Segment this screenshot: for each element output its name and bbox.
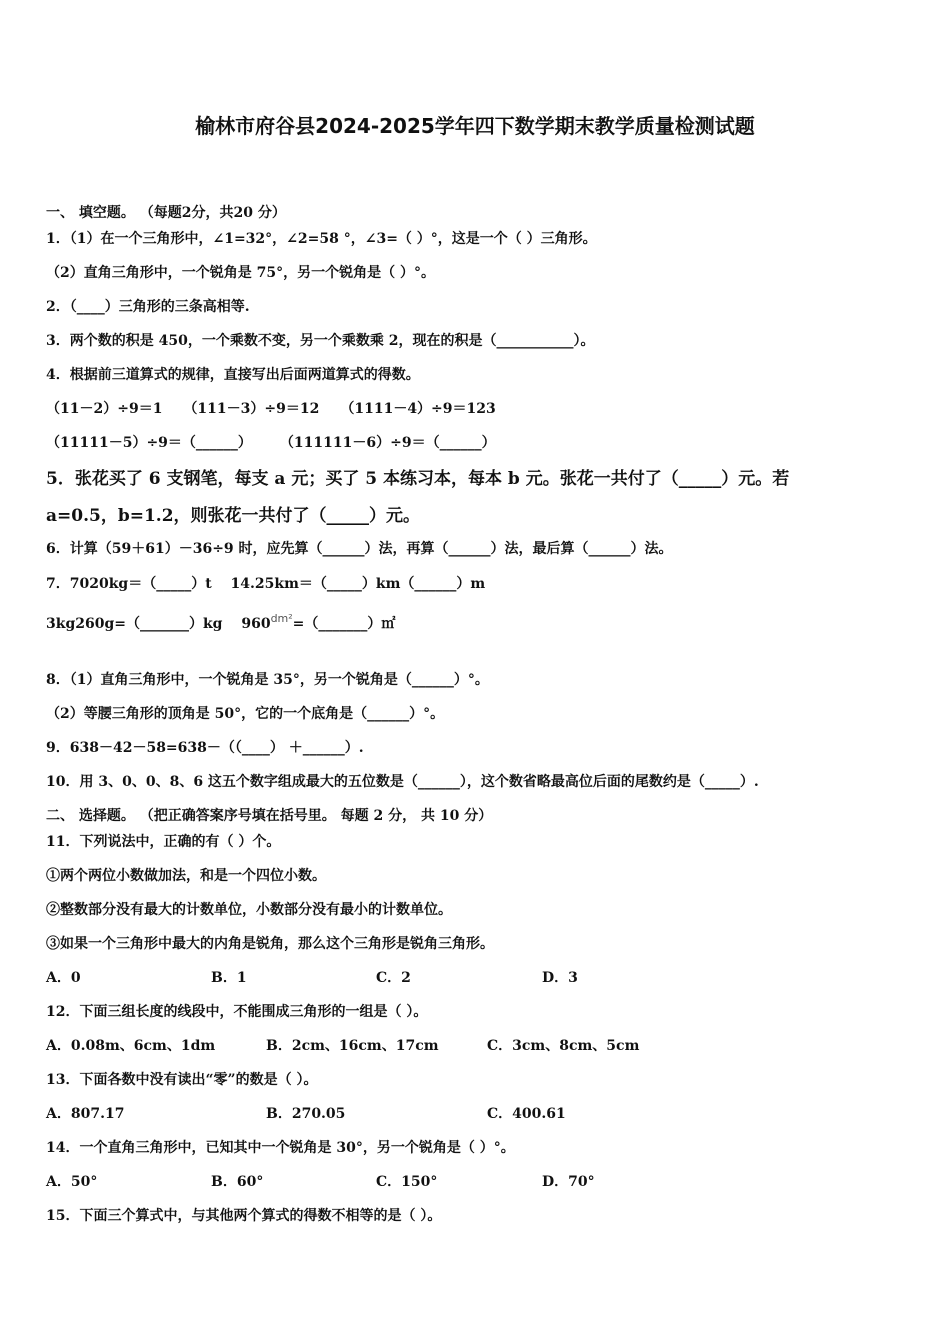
q7b-left: 3kg260g=（_______）kg 960 xyxy=(46,616,271,632)
option-b: B．60° xyxy=(211,1174,264,1190)
question-line: 4．根据前三道算式的规律，直接写出后面两道算式的得数。 xyxy=(46,367,420,383)
question-line: 5．张花买了 6 支钢笔，每支 a 元；买了 5 本练习本，每本 b 元。张花一共付了（_____）元。若 xyxy=(46,469,790,489)
question-line: 11．下列说法中，正确的有（ ）个。 xyxy=(46,834,281,850)
option-b: B．270.05 xyxy=(266,1106,346,1122)
option-d: D．70° xyxy=(542,1174,595,1190)
q7b-right: =（_______）㎡ xyxy=(292,616,396,632)
section-header: 一、 填空题。 （每题2分，共20 分） xyxy=(46,205,286,221)
dm2-unit-image: dm² xyxy=(270,612,293,625)
question-line: a=0.5，b=1.2，则张花一共付了（_____）元。 xyxy=(46,506,421,526)
option-c: C．400.61 xyxy=(487,1106,566,1122)
question-line: 7．7020kg＝（_____）t 14.25km＝（_____）km（______）m xyxy=(46,576,486,592)
question-line: 3．两个数的积是 450，一个乘数不变，另一个乘数乘 2，现在的积是（___________）。 xyxy=(46,333,595,349)
option-a: A．50° xyxy=(46,1174,98,1190)
option-d: D．3 xyxy=(542,970,578,986)
statement-item: ②整数部分没有最大的计数单位，小数部分没有最小的计数单位。 xyxy=(46,902,452,918)
question-line: （2）等腰三角形的顶角是 50°，它的一个底角是（______）°。 xyxy=(46,706,445,722)
question-line: 8．（1）直角三角形中，一个锐角是 35°，另一个锐角是（______）°。 xyxy=(46,672,489,688)
option-c: C．3cm、8cm、5cm xyxy=(487,1038,640,1054)
question-line: 14．一个直角三角形中，已知其中一个锐角是 30°，另一个锐角是（ ）°。 xyxy=(46,1140,515,1156)
question-line: （11－2）÷9＝1 （111－3）÷9＝12 （1111－4）÷9＝123 xyxy=(46,401,496,417)
option-a: A．807.17 xyxy=(46,1106,125,1122)
question-line: 1．（1）在一个三角形中，∠1=32°，∠2=58 °，∠3=（ ）°，这是一个（ ）三角形。 xyxy=(46,231,597,247)
section-header: 二、 选择题。 （把正确答案序号填在括号里。 每题 2 分， 共 10 分） xyxy=(46,808,493,824)
statement-item: ①两个两位小数做加法，和是一个四位小数。 xyxy=(46,868,326,884)
question-line: 13．下面各数中没有读出“零”的数是（ ）。 xyxy=(46,1072,318,1088)
question-line: 2．（____）三角形的三条高相等. xyxy=(46,299,250,315)
question-line: （11111－5）÷9＝（______） （111111－6）÷9＝（______） xyxy=(46,435,496,451)
page-title: 榆林市府谷县2024-2025学年四下数学期末教学质量检测试题 xyxy=(195,114,755,138)
question-line: 15．下面三个算式中，与其他两个算式的得数不相等的是（ ）。 xyxy=(46,1208,442,1224)
question-line: （2）直角三角形中，一个锐角是 75°，另一个锐角是（ ）°。 xyxy=(46,265,435,281)
option-c: C．150° xyxy=(376,1174,438,1190)
option-a: A．0 xyxy=(46,970,81,986)
option-b: B．1 xyxy=(211,970,247,986)
statement-item: ③如果一个三角形中最大的内角是锐角，那么这个三角形是锐角三角形。 xyxy=(46,936,494,952)
question-line: 12．下面三组长度的线段中，不能围成三角形的一组是（ ）。 xyxy=(46,1004,428,1020)
option-b: B．2cm、16cm、17cm xyxy=(266,1038,439,1054)
option-c: C．2 xyxy=(376,970,411,986)
question-line: 10．用 3、0、0、8、6 这五个数字组成最大的五位数是（______），这个数省略最高位后面的尾数约是（_____）. xyxy=(46,774,759,790)
question-line-7b xyxy=(46,612,395,633)
question-line: 9．638－42－58=638－（（____） ＋______）. xyxy=(46,740,364,756)
question-line: 6．计算（59＋61）－36÷9 时，应先算（______）法，再算（______）法，最后算（______）法。 xyxy=(46,541,673,557)
option-a: A．0.08m、6cm、1dm xyxy=(46,1038,216,1054)
